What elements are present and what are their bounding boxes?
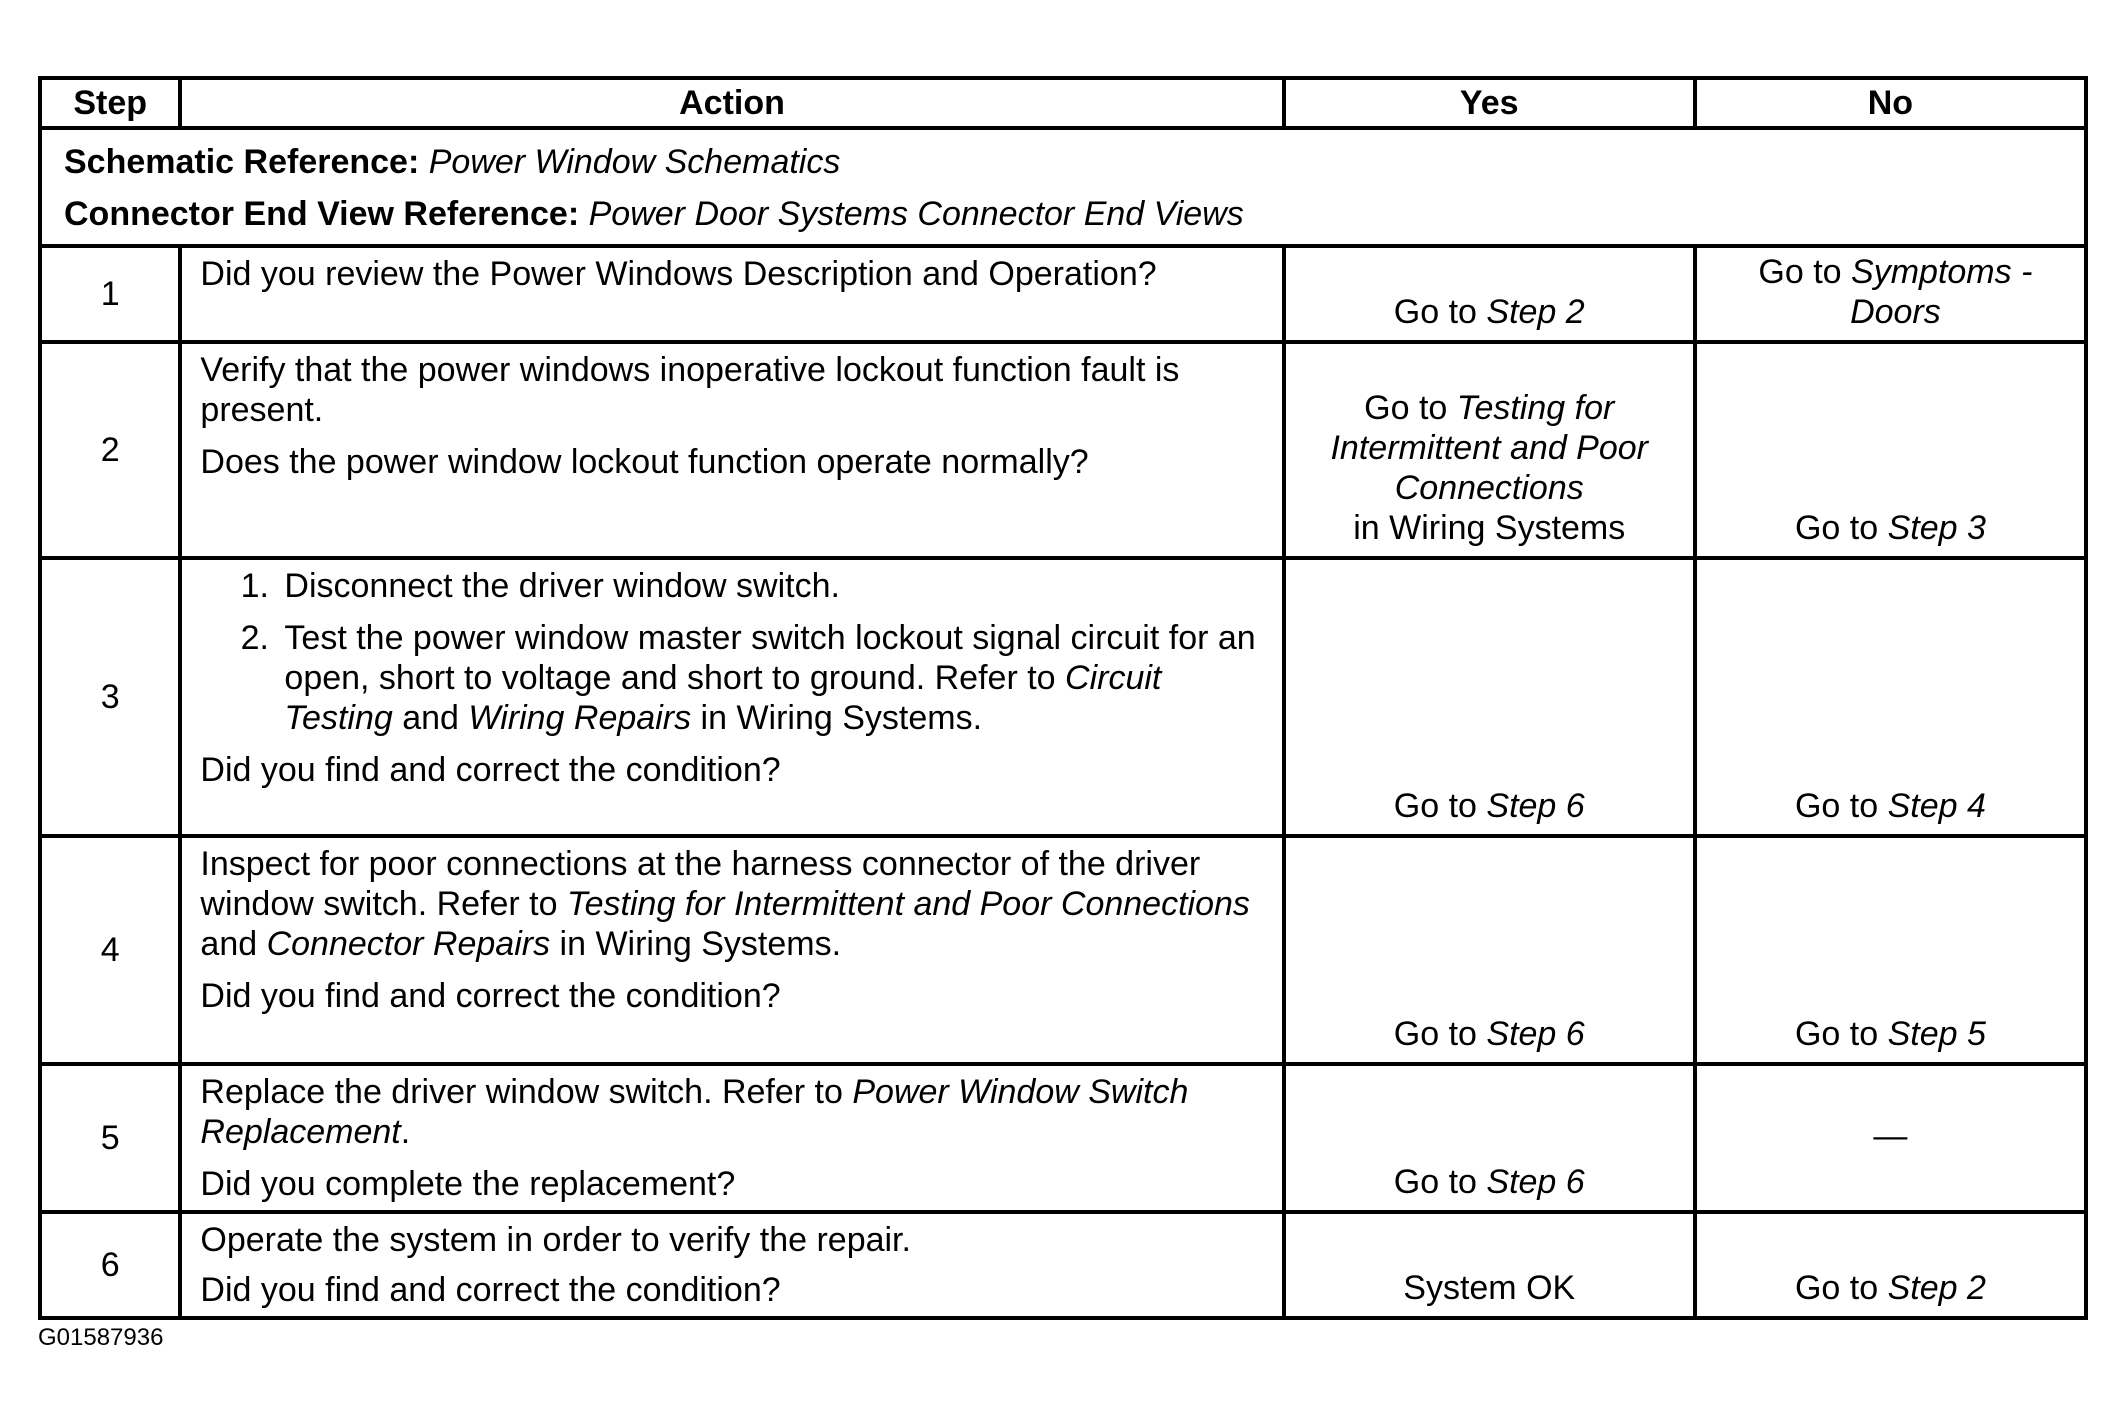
no-cell: [1695, 246, 2086, 342]
yes-link[interactable]: Step 6: [1486, 787, 1585, 825]
step-row-6: [40, 1212, 2086, 1318]
reference-link[interactable]: Power Window Switch Replacement: [200, 1073, 1189, 1151]
reference-cell: [40, 128, 2086, 246]
no-link[interactable]: Step 5: [1887, 1015, 1986, 1053]
step-row-1: [40, 246, 2086, 342]
no-cell: [1695, 1064, 2086, 1212]
reference-link[interactable]: Testing for Intermittent and Poor Connections: [567, 885, 1250, 923]
connector-reference-link[interactable]: Power Door Systems Connector End Views: [588, 195, 1244, 233]
list-item: 2. Test the power window master switch lockout signal circuit for an open, short to voltage and short to ground. Refer to Circuit Testing and Wiring Repairs in Wiring Systems.: [278, 618, 1263, 738]
no-dash: —: [1873, 1117, 1908, 1155]
no-prefix: Go to: [1794, 1015, 1879, 1053]
yes-link[interactable]: Step 2: [1486, 293, 1585, 331]
action-question: Did you find and correct the condition?: [200, 751, 781, 789]
header-row: [40, 78, 2086, 128]
connector-reference: [64, 188, 2062, 240]
header-no: No: [1695, 78, 2086, 128]
step-number: 1: [40, 246, 180, 342]
step-number: 6: [40, 1212, 180, 1318]
yes-cell: [1284, 836, 1695, 1064]
action-cell: [180, 246, 1283, 342]
reference-link[interactable]: Wiring Repairs: [468, 699, 692, 737]
action-steps-list: [200, 566, 1263, 738]
yes-link[interactable]: Testing for Intermittent and Poor Connections: [1330, 389, 1648, 507]
action-text: Operate the system in order to verify the repair.: [200, 1221, 911, 1259]
reference-row: [40, 128, 2086, 246]
action-question: Does the power window lockout function operate normally?: [200, 443, 1089, 481]
yes-cell: [1284, 1212, 1695, 1318]
header-action: Action: [180, 78, 1283, 128]
yes-cell: [1284, 1064, 1695, 1212]
diagnostic-table: [38, 76, 2088, 1320]
schematic-reference-link[interactable]: Power Window Schematics: [428, 143, 841, 181]
schematic-reference-label: Schematic Reference:: [64, 143, 420, 181]
step-number: 2: [40, 342, 180, 558]
no-prefix: Go to: [1794, 509, 1879, 547]
reference-link[interactable]: Connector Repairs: [266, 925, 551, 963]
action-text: Inspect for poor connections at the harness connector of the driver window switch. Refer to Testing for Intermittent and Poor Connections and Connector Repairs in Wiring Systems.: [200, 845, 1250, 963]
yes-link[interactable]: Step 6: [1486, 1163, 1585, 1201]
list-item: 1. Disconnect the driver window switch.: [278, 566, 1263, 606]
no-prefix: Go to: [1758, 253, 1842, 291]
yes-cell: [1284, 558, 1695, 836]
step-row-2: [40, 342, 2086, 558]
action-text: Replace the driver window switch. Refer to Power Window Switch Replacement.: [200, 1073, 1189, 1151]
yes-suffix: in Wiring Systems: [1353, 509, 1626, 547]
no-cell: [1695, 342, 2086, 558]
step-row-3: [40, 558, 2086, 836]
action-text: Did you review the Power Windows Description and Operation?: [200, 255, 1157, 293]
step-row-5: [40, 1064, 2086, 1212]
action-question: Did you find and correct the condition?: [200, 977, 781, 1015]
yes-prefix: Go to: [1364, 389, 1448, 427]
yes-prefix: Go to: [1393, 1015, 1477, 1053]
header-step: Step: [40, 78, 180, 128]
action-cell: [180, 1212, 1283, 1318]
action-cell: [180, 342, 1283, 558]
action-question: Did you complete the replacement?: [200, 1165, 736, 1203]
step-number: 5: [40, 1064, 180, 1212]
step-number: 3: [40, 558, 180, 836]
action-cell: [180, 1064, 1283, 1212]
yes-prefix: Go to: [1393, 293, 1477, 331]
schematic-reference: [64, 136, 2062, 188]
action-cell: [180, 558, 1283, 836]
no-prefix: Go to: [1794, 787, 1879, 825]
action-cell: [180, 836, 1283, 1064]
no-link[interactable]: Step 3: [1887, 509, 1986, 547]
action-text: Verify that the power windows inoperative lockout function fault is present.: [200, 351, 1180, 429]
figure-id: G01587936: [38, 1324, 164, 1351]
action-question: Did you find and correct the condition?: [200, 1271, 781, 1309]
step-number: 4: [40, 836, 180, 1064]
yes-link[interactable]: Step 6: [1486, 1015, 1585, 1053]
yes-cell: [1284, 342, 1695, 558]
no-prefix: Go to: [1794, 1269, 1879, 1307]
yes-cell: [1284, 246, 1695, 342]
reference-link[interactable]: Circuit Testing: [284, 659, 1162, 737]
yes-text: System OK: [1403, 1269, 1576, 1307]
yes-prefix: Go to: [1393, 787, 1477, 825]
step-row-4: [40, 836, 2086, 1064]
header-yes: Yes: [1284, 78, 1695, 128]
no-link[interactable]: Step 4: [1887, 787, 1986, 825]
connector-reference-label: Connector End View Reference:: [64, 195, 580, 233]
no-cell: [1695, 836, 2086, 1064]
no-cell: [1695, 1212, 2086, 1318]
no-link[interactable]: Step 2: [1887, 1269, 1986, 1307]
yes-prefix: Go to: [1393, 1163, 1477, 1201]
no-link[interactable]: Symptoms - Doors: [1850, 253, 2033, 331]
no-cell: [1695, 558, 2086, 836]
